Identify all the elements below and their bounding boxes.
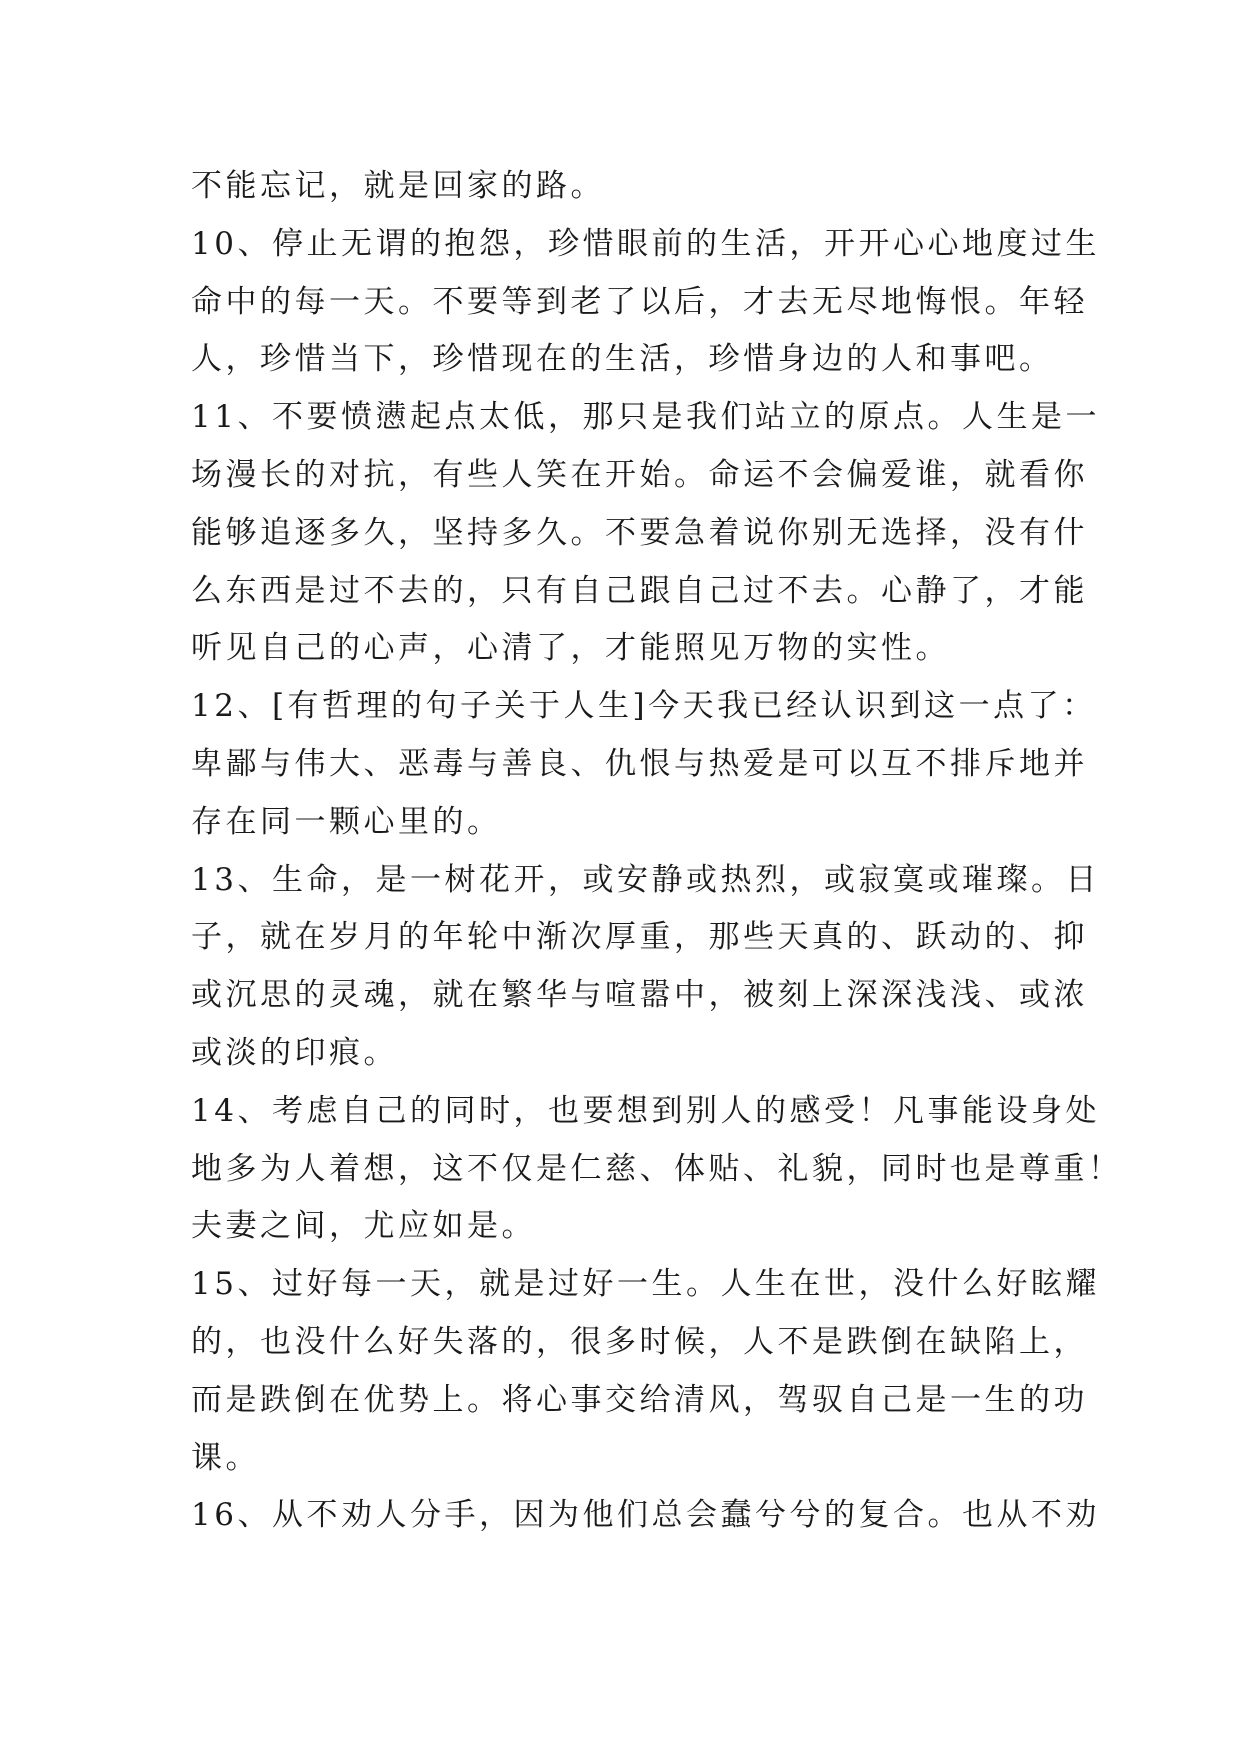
text-line: 么东西是过不去的，只有自己跟自己过不去。心静了，才能 (191, 572, 1088, 609)
text-line: 的，也没什么好失落的，很多时候，人不是跌倒在缺陷上， (191, 1323, 1088, 1360)
text-line: 课。 (191, 1439, 260, 1476)
text-line: 或淡的印痕。 (191, 1034, 398, 1071)
text-line: 16、从不劝人分手，因为他们总会蠢兮兮的复合。也从不劝 (191, 1497, 1100, 1534)
document-body (191, 158, 1123, 1545)
text-line: 或沉思的灵魂，就在繁华与喧嚣中，被刻上深深浅浅、或浓 (191, 977, 1088, 1014)
text-line: 能够追逐多久，坚持多久。不要急着说你别无选择，没有什 (191, 514, 1088, 551)
text-line: 存在同一颗心里的。 (191, 803, 502, 840)
text-line: 夫妻之间，尤应如是。 (191, 1208, 536, 1245)
text-line: 场漫长的对抗，有些人笑在开始。命运不会偏爱谁，就看你 (191, 456, 1088, 493)
text-line: 15、过好每一天，就是过好一生。人生在世，没什么好眩耀 (191, 1266, 1100, 1303)
text-line: 听见自己的心声，心清了，才能照见万物的实性。 (191, 630, 950, 667)
text-line: 而是跌倒在优势上。将心事交给清风，驾驭自己是一生的功 (191, 1381, 1088, 1418)
text-line: 地多为人着想，这不仅是仁慈、体贴、礼貌，同时也是尊重！ (191, 1150, 1123, 1187)
text-line: 14、考虑自己的同时，也要想到别人的感受！凡事能设身处 (191, 1092, 1100, 1129)
text-line: 11、不要愤懑起点太低，那只是我们站立的原点。人生是一 (191, 399, 1100, 436)
text-line: 命中的每一天。不要等到老了以后，才去无尽地悔恨。年轻 (191, 283, 1088, 320)
text-line: 13、生命，是一树花开，或安静或热烈，或寂寞或璀璨。日 (191, 861, 1100, 898)
text-line: 不能忘记，就是回家的路。 (191, 168, 605, 204)
text-line: 人，珍惜当下，珍惜现在的生活，珍惜身边的人和事吧。 (191, 341, 1054, 378)
text-line: 子，就在岁月的年轮中渐次厚重，那些天真的、跃动的、抑 (191, 919, 1088, 956)
text-line: 卑鄙与伟大、恶毒与善良、仇恨与热爱是可以互不排斥地并 (191, 745, 1088, 782)
text-line: 10、停止无谓的抱怨，珍惜眼前的生活，开开心心地度过生 (191, 225, 1100, 262)
text-line: 12、[有哲理的句子关于人生]今天我已经认识到这一点了： (191, 688, 1097, 725)
